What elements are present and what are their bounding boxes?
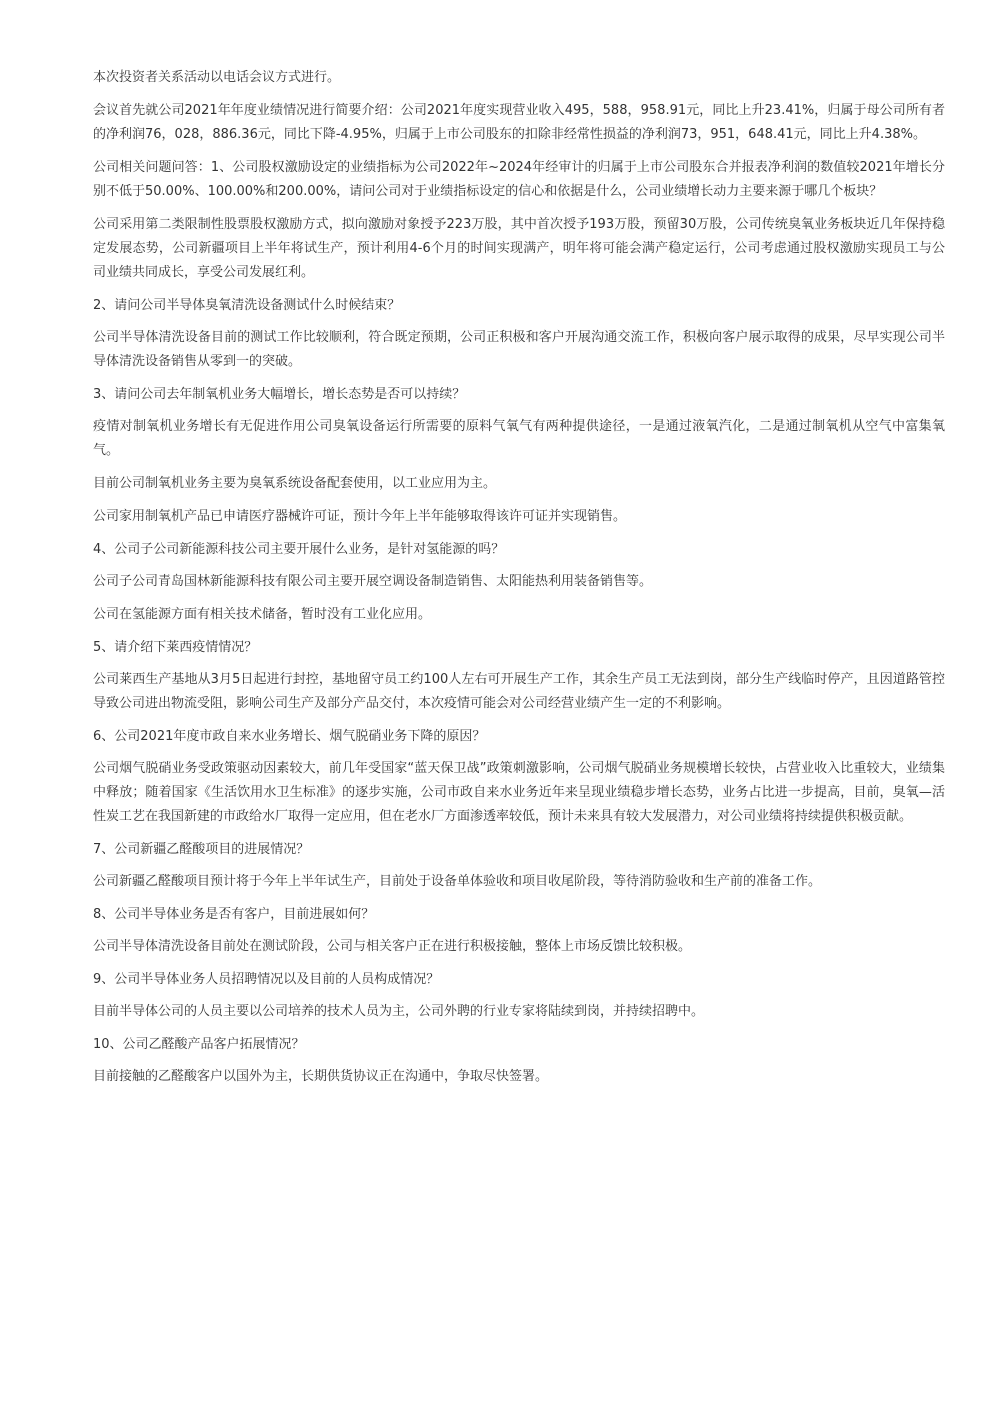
question-4: 4、公司子公司新能源科技公司主要开展什么业务，是针对氢能源的吗？ (93, 542, 505, 557)
answer-3-part-2: 目前公司制氧机业务主要为臭氧系统设备配套使用，以工业应用为主。 (93, 476, 497, 491)
question-1: 公司相关问题问答：1、公司股权激励设定的业绩指标为公司2022年~2024年经审计的归属于上市公司股东合并报表净利润的数值较2021年增长分别不低于50.00%、100.00%和200.00%，请问公司对于业绩指标设定的信心和依据是什么，公司业绩增长动力主要来源于哪几个板块？ (93, 160, 945, 199)
intro-paragraph: 本次投资者关系活动以电话会议方式进行。 (93, 70, 341, 85)
answer-3-part-1: 疫情对制氧机业务增长有无促进作用公司臭氧设备运行所需要的原料气氧气有两种提供途径，一是通过液氧汽化，二是通过制氧机从空气中富集氧气。 (93, 419, 945, 458)
question-2: 2、请问公司半导体臭氧清洗设备测试什么时候结束？ (93, 298, 401, 313)
answer-8: 公司半导体清洗设备目前处在测试阶段，公司与相关客户正在进行积极接触，整体上市场反馈比较积极。 (93, 939, 692, 954)
question-5: 5、请介绍下莱西疫情情况？ (93, 640, 258, 655)
answer-3-part-3: 公司家用制氧机产品已申请医疗器械许可证，预计今年上半年能够取得该许可证并实现销售。 (93, 509, 627, 524)
answer-1: 公司采用第二类限制性股票股权激励方式，拟向激励对象授予223万股，其中首次授予193万股，预留30万股，公司传统臭氧业务板块近几年保持稳定发展态势，公司新疆项目上半年将试生产，预计利用4-6个月的时间实现满产，明年将可能会满产稳定运行，公司考虑通过股权激励实现员工与公司业绩共同成长，享受公司发展红利。 (93, 217, 945, 280)
answer-10: 目前接触的乙醛酸客户以国外为主，长期供货协议正在沟通中，争取尽快签署。 (93, 1069, 549, 1084)
document-body (93, 66, 945, 1098)
question-8: 8、公司半导体业务是否有客户，目前进展如何？ (93, 907, 375, 922)
answer-2: 公司半导体清洗设备目前的测试工作比较顺利，符合既定预期，公司正积极和客户开展沟通交流工作，积极向客户展示取得的成果，尽早实现公司半导体清洗设备销售从零到一的突破。 (93, 330, 945, 369)
answer-9: 目前半导体公司的人员主要以公司培养的技术人员为主，公司外聘的行业专家将陆续到岗，并持续招聘中。 (93, 1004, 705, 1019)
question-6: 6、公司2021年度市政自来水业务增长、烟气脱硝业务下降的原因？ (93, 729, 486, 744)
answer-4-part-2: 公司在氢能源方面有相关技术储备，暂时没有工业化应用。 (93, 607, 432, 622)
summary-paragraph: 会议首先就公司2021年年度业绩情况进行简要介绍：公司2021年度实现营业收入495，588，958.91元，同比上升23.41%，归属于母公司所有者的净利润76，028，886.36元，同比下降-4.95%，归属于上市公司股东的扣除非经常性损益的净利润73，951，648.41元，同比上升4.38%。 (93, 103, 945, 142)
question-3: 3、请问公司去年制氧机业务大幅增长，增长态势是否可以持续？ (93, 387, 466, 402)
question-7: 7、公司新疆乙醛酸项目的进展情况？ (93, 842, 310, 857)
answer-4-part-1: 公司子公司青岛国林新能源科技有限公司主要开展空调设备制造销售、太阳能热利用装备销售等。 (93, 574, 653, 589)
question-10: 10、公司乙醛酸产品客户拓展情况？ (93, 1037, 305, 1052)
answer-7: 公司新疆乙醛酸项目预计将于今年上半年试生产，目前处于设备单体验收和项目收尾阶段，等待消防验收和生产前的准备工作。 (93, 874, 822, 889)
answer-5: 公司莱西生产基地从3月5日起进行封控，基地留守员工约100人左右可开展生产工作，其余生产员工无法到岗，部分生产线临时停产，且因道路管控导致公司进出物流受阻，影响公司生产及部分产品交付，本次疫情可能会对公司经营业绩产生一定的不利影响。 (93, 672, 945, 711)
answer-6: 公司烟气脱硝业务受政策驱动因素较大，前几年受国家“蓝天保卫战”政策刺激影响，公司烟气脱硝业务规模增长较快，占营业收入比重较大，业绩集中释放；随着国家《生活饮用水卫生标准》的逐步实施，公司市政自来水业务近年来呈现业绩稳步增长态势，业务占比进一步提高，目前，臭氧—活性炭工艺在我国新建的市政给水厂取得一定应用，但在老水厂方面渗透率较低，预计未来具有较大发展潜力，对公司业绩将持续提供积极贡献。 (93, 761, 945, 824)
question-9: 9、公司半导体业务人员招聘情况以及目前的人员构成情况？ (93, 972, 440, 987)
